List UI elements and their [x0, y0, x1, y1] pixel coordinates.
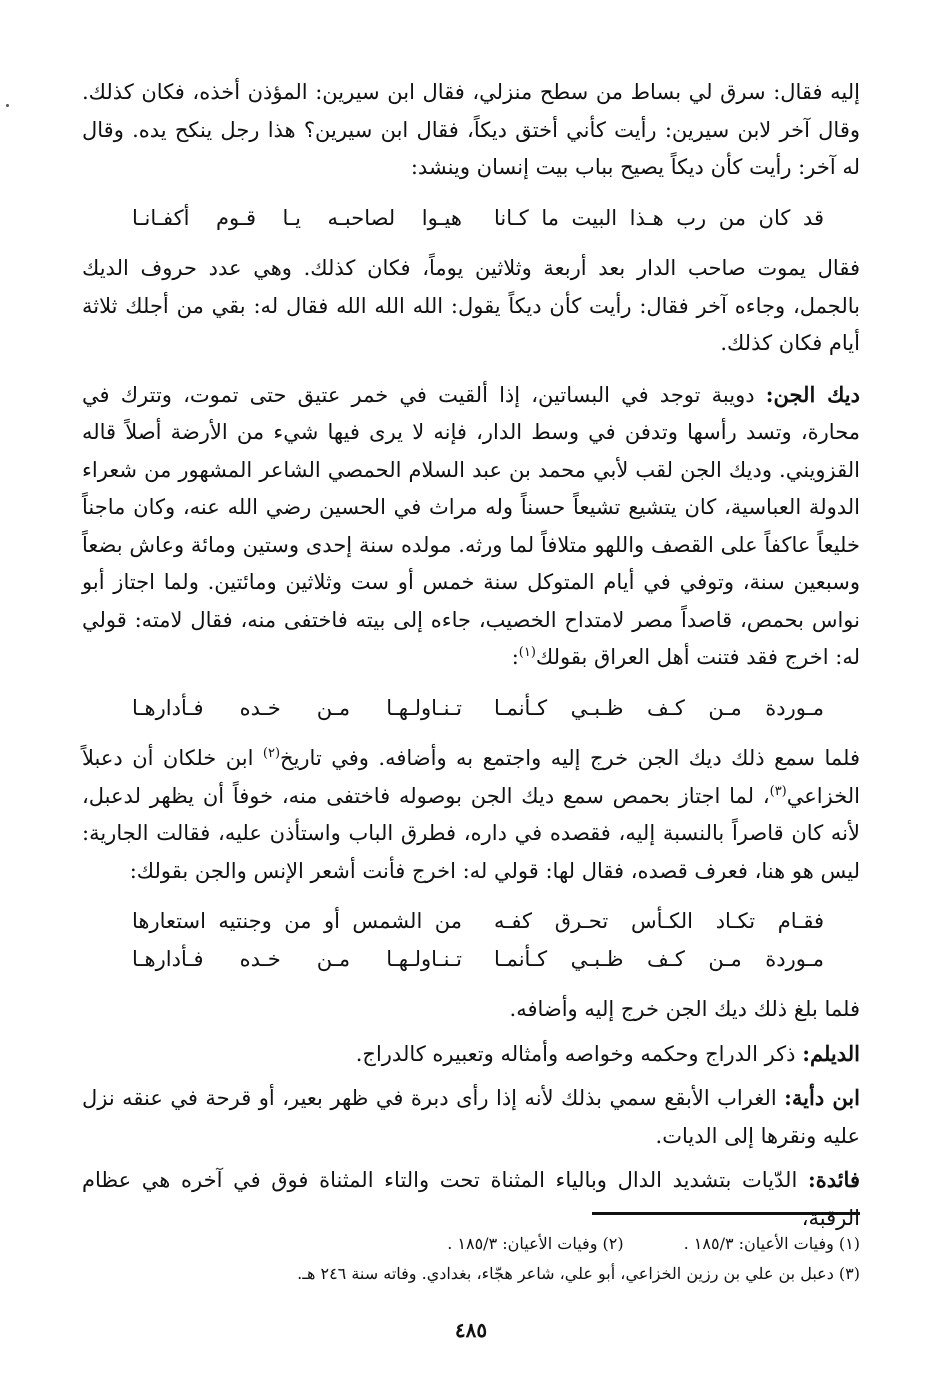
verse-1: [82, 200, 860, 238]
footnote-row: [82, 1229, 860, 1259]
verse-second-hemistich: تـنـاولـهـا مـن خـده فـأدارهـا: [132, 695, 462, 720]
entry-text: دويبة توجد في البساتين، إذا ألقيت في خمر عتيق حتى تموت، وتترك في محارة، وتسد رأسها وتدفن في وسط الدار، فإنه لا يرى فيها شيء من الأرضة أصلاً قاله القزويني. وديك الجن لقب لأبي محمد بن عبد السلام الحمصي الشاعر المشهور من شعراء الدولة العباسية، كان يتشيع تشيعاً حسناً وله مراث في الحسين رضي الله عنه، وكان ماجناً خليعاً عاكفاً على القصف واللهو متلافاً لما ورثه. مولده سنة إحدى وستين ومائة وعاش بضعاً وسبعين سنة، وتوفي في أيام المتوكل سنة خمس أو ست وثلاثين ومائتين. ولما اجتاز أبو نواس بحمص، قاصداً مصر لامتداح الخصيب، جاءه إلى بيته فاختفى منه، فقال لامته: قولي له: اخرج فقد فتنت أهل العراق بقولك: [82, 382, 860, 669]
verse-second-hemistich: من الشمس أو من وجنتيه استعارها: [132, 909, 462, 933]
paragraph-ibn-sirin-dreams: إليه فقال: سرق لي بساط من سطح منزلي، فقال ابن سيرين: المؤذن أخذه، فكان كذلك. وقال آخر لابن سيرين: رأيت كأني أختق ديكاً، فقال ابن سيرين؟ هذا رجل ينكح يده. وقال له آخر: رأيت كأن ديكاً يصيح بباب بيت إنسان وينشد:: [82, 80, 860, 179]
verse-second-hemistich: هيـوا لصاحبـه يـا قـوم أكفـانـا: [132, 205, 462, 230]
verse-3: [82, 903, 860, 978]
paragraph-hosting: فلما بلغ ذلك ديك الجن خرج إليه وأضافه.: [509, 997, 860, 1021]
footnotes: [82, 1212, 860, 1289]
page-body: [82, 74, 860, 1237]
footnote-separator: [592, 1212, 860, 1215]
entry-text: ، لما اجتاز بحمص سمع ديك الجن بوصوله فاختفى منه، خوفاً أن يظهر لدعبل، لأنه كان قاصراً بالنسبة إليه، فقصده في داره، فطرق الباب واستأذن عليه، فقالت الجارية: ليس هو هنا، فعرف قصده، فقال لها: قولي له: اخرج فأنت أشعر الإنس والجن بقولك:: [82, 783, 860, 883]
paragraph-daylam: [82, 1035, 860, 1074]
margin-speck: [6, 104, 9, 107]
entry-text: الدّيات بتشديد الدال وبالياء المثناة تحت والتاء المثناة فوق في آخره هي عظام الرقبة،: [82, 1168, 860, 1230]
paragraph-dibil-visit: [82, 740, 860, 890]
footnote-row: [82, 1259, 860, 1289]
verse-first-hemistich: قد كان من رب هـذا البيت ما كـانا: [494, 205, 824, 230]
footnote-3: (٣) دعبل بن علي بن رزين الخزاعي، أبو علي، شاعر هجّاء، بغدادي. وفاته سنة ٢٤٦ هـ.: [297, 1264, 860, 1283]
entry-heading-ibn-daya: ابن دأية:: [784, 1085, 860, 1110]
paragraph-death-prediction: فقال يموت صاحب الدار بعد أربعة وثلاثين يوماً، فكان كذلك. وهي عدد حروف الديك بالجمل، وجاءه آخر فقال: رأيت كأن ديكاً يقول: الله الله الله فقال له: بقي من أجلك ثلاثة أيام فكان كذلك.: [82, 256, 860, 355]
paragraph-dik-al-jinn: [82, 376, 860, 677]
verse-line: [82, 941, 860, 979]
entry-heading-faida: فائدة:: [807, 1167, 860, 1192]
footnote-2: (٢) وفيات الأعيان: ١٨٥/٣ .: [447, 1234, 624, 1253]
verse-first-hemistich: مـوردة مـن كـف ظـبـي كـأنمـا: [494, 946, 824, 971]
entry-heading-daylam: الديلم:: [802, 1040, 860, 1066]
page-number: ٤٨٥: [454, 1318, 488, 1342]
verse-first-hemistich: فقـام تكـاد الكـأس تحـرق كفـه: [494, 909, 824, 933]
paragraph-ibn-daya: [82, 1079, 860, 1155]
verse-line: [82, 200, 860, 238]
footnote-1: (١) وفيات الأعيان: ١٨٥/٣ .: [683, 1234, 860, 1253]
footnote-ref-1: (١): [518, 645, 536, 660]
verse-line: [82, 903, 860, 941]
verse-second-hemistich: تـنـاولـهـا مـن خـده فـأدارهـا: [132, 946, 462, 971]
entry-heading-dik-al-jinn: ديك الجن:: [765, 381, 860, 407]
entry-text: ذكر الدراج وحكمه وخواصه وأمثاله وتعبيره كالدراج.: [355, 1041, 803, 1066]
footnote-ref-3: (٣): [769, 783, 787, 799]
footnote-ref-2: (٢): [262, 746, 281, 761]
verse-first-hemistich: مـوردة مـن كـف ظـبـي كـأنمـا: [494, 695, 824, 720]
entry-text: فلما سمع ذلك ديك الجن خرج إليه واجتمع به وأضافه. وفي تاريخ: [280, 746, 860, 770]
verse-2: [82, 690, 860, 728]
entry-text: الغراب الأبقع سمي بذلك لأنه إذا رأى دبرة في ظهر بعير، أو قرحة في عنقه نزل عليه ونقرها إلى الديات.: [82, 1086, 860, 1148]
entry-text: ابن خلكان أن دعبلاً الخزاعي: [82, 746, 860, 808]
entry-text-tail: :: [511, 645, 519, 669]
verse-line: [82, 690, 860, 728]
